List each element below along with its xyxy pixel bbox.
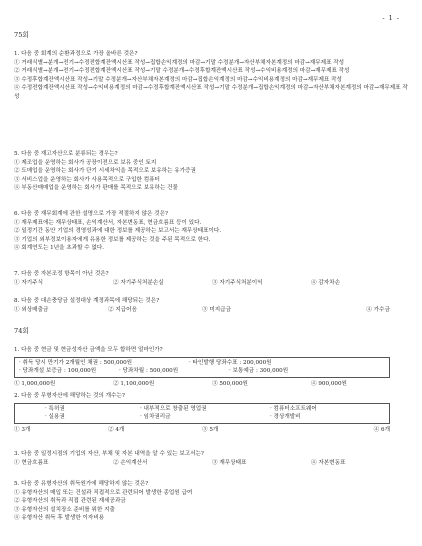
question-text: 2. 다음 중 무형자산에 해당하는 것의 개수는?	[14, 393, 125, 399]
option-2: ② 일정기간 동안 기업의 경영성과에 대한 정보를 제공하는 보고서는 재무상태표이다.	[14, 228, 222, 235]
info-item: · 취득 당시 만기가 2개월인 채권 : 500,000원	[19, 359, 133, 366]
options-row	[14, 279, 410, 288]
option-4: ④ 수정전합계잔액시산표 작성→수익비용계정의 마감→수정후합계잔액시산표 작성→기말 수정분개→집합손익계정의 마감→자산부채자본계정의 마감→재무제표 작성	[14, 85, 408, 100]
option-2: ② 도매업을 운영하는 회사가 단기 시세차익을 목적으로 보유하는 유가증권	[14, 168, 196, 175]
option-3: ③ 기업의 외부정보이용자에게 유용한 정보를 제공하는 것을 주된 목적으로 한다.	[14, 236, 211, 243]
info-item: · 당좌차월 : 500,000원	[119, 368, 179, 375]
info-item: · 컴퓨터소프트웨어	[270, 405, 317, 412]
option-3: ③ 수정후합계잔액시산표 작성→기말 수정분개→자산부채자본계정의 마감→집합손익계정의 마감→수익비용계정의 마감→재무제표 작성	[14, 76, 342, 83]
question-text: 1. 다음 중 회계의 순환과정으로 가장 올바른 것은?	[14, 51, 138, 57]
options-row	[14, 380, 410, 389]
option-1: ① 거래식별→분개→전기→수정전합계잔액시산표 작성→집합손익계정의 마감→기말 수정분개→자산부채자본계정의 마감→재무제표 작성	[14, 59, 345, 66]
option-3: ③ 서비스업을 운영하는 회사가 사용목적으로 구입한 컴퓨터	[14, 176, 160, 183]
question-75-7	[14, 270, 410, 287]
option-4: ④ 회계연도는 1년을 초과할 수 없다.	[14, 245, 105, 252]
question-text: 8. 다음 중 대손충당금 설정대상 계정과목에 해당되는 것은?	[14, 298, 160, 304]
options-row	[14, 459, 410, 468]
option-3: ③ 재무상태표	[212, 459, 247, 466]
option-4: ④ 900,000원	[311, 380, 347, 387]
info-row	[45, 413, 385, 422]
question-text: 1. 다음 중 현금 및 현금성자산 금액을 모두 합하면 얼마인가?	[14, 347, 163, 353]
option-1: ① 자기주식	[14, 279, 43, 286]
option-2: ② 자기주식처분손실	[113, 279, 164, 286]
options-row	[14, 306, 410, 315]
question-74-3	[14, 450, 410, 467]
option-2: ② 1,100,000원	[113, 380, 155, 387]
question-text: 6. 다음 중 재무회계에 관한 설명으로 가장 적절하지 않은 것은?	[14, 211, 169, 217]
info-item: · 특허권	[45, 405, 65, 412]
question-75-5	[14, 150, 410, 193]
question-75-8	[14, 297, 410, 314]
question-text: 7. 다음 중 자본조정 항목이 아닌 것은?	[14, 271, 109, 277]
info-item: · 보통예금 : 300,000원	[229, 368, 289, 375]
info-item: · 실용권	[45, 414, 65, 421]
option-1: ① 3개	[14, 426, 31, 433]
info-item: · 내부적으로 창출된 영업권	[140, 405, 207, 412]
question-74-2	[14, 392, 410, 434]
info-item: · 타인발행 당좌수표 : 200,000원	[189, 359, 272, 366]
option-1: ① 1,000,000원	[14, 380, 56, 387]
question-75-6	[14, 210, 410, 253]
option-3: ③ 5개	[202, 426, 219, 433]
info-row	[45, 405, 385, 414]
option-4: ④ 유형자산 취득 후 발생한 이자비용	[14, 515, 105, 522]
question-74-1	[14, 346, 410, 388]
option-3: ③ 미지급금	[202, 306, 231, 313]
options-row	[14, 426, 410, 435]
option-2: ② 유형자산의 취득과 직접 관련된 재세공과금	[14, 498, 126, 505]
option-2: ② 지급어음	[108, 306, 137, 313]
section-title-75: 75회	[14, 31, 29, 39]
info-item: · 경상개발비	[270, 414, 301, 421]
option-4: ④ 자본변동표	[311, 459, 346, 466]
question-74-5	[14, 480, 410, 523]
option-1: ① 현금흐름표	[14, 459, 49, 466]
info-box	[14, 403, 390, 424]
option-4: ④ 가수금	[366, 306, 390, 313]
option-2: ② 손익계산서	[113, 459, 148, 466]
question-text: 3. 다음 중 일정시점의 기업의 자산, 부채 및 자본 내역을 알 수 있는 보고서는?	[14, 451, 204, 457]
option-1: ① 외상매출금	[14, 306, 49, 313]
question-text: 5. 다음 중 재고자산으로 분류되는 경우는?	[14, 151, 118, 157]
option-1: ① 제조업을 운영하는 회사가 공장이전으로 보유 중인 토지	[14, 159, 157, 166]
option-4: ④ 부동산매매업을 운영하는 회사가 판매를 목적으로 보유하는 건물	[14, 185, 178, 192]
page-number: - 1 -	[382, 14, 400, 22]
section-title-74: 74회	[14, 327, 29, 335]
info-item: · 임차권리금	[140, 414, 171, 421]
question-text: 5. 다음 중 유형자산의 취득원가에 해당하지 않는 것은?	[14, 481, 149, 487]
option-1: ① 유형자산의 매입 또는 건설과 직접적으로 관련되어 발생한 종업원 급여	[14, 489, 193, 496]
info-item: · 당좌개설 보증금 : 100,000원	[19, 368, 97, 375]
option-4: ④ 감자차손	[311, 279, 340, 286]
option-3: ③ 500,000원	[212, 380, 248, 387]
option-4: ④ 6개	[373, 426, 390, 433]
option-3: ③ 유형자산의 설치장소 준비를 위한 지출	[14, 506, 115, 513]
info-row	[19, 367, 385, 376]
question-75-1	[14, 50, 410, 102]
option-2: ② 거래식별→분개→전기→수정전합계잔액시산표 작성→기말 수정분개→수정후합계잔액시산표 작성→수익비용계정의 마감→재무제표 작성	[14, 68, 350, 75]
info-row	[19, 359, 385, 368]
option-2: ② 4개	[108, 426, 125, 433]
info-box	[14, 357, 390, 378]
option-1: ① 재무제표에는 재무상태표, 손익계산서, 자본변동표, 현금흐름표 등이 있다.	[14, 219, 202, 226]
option-3: ③ 자기주식처분이익	[212, 279, 263, 286]
